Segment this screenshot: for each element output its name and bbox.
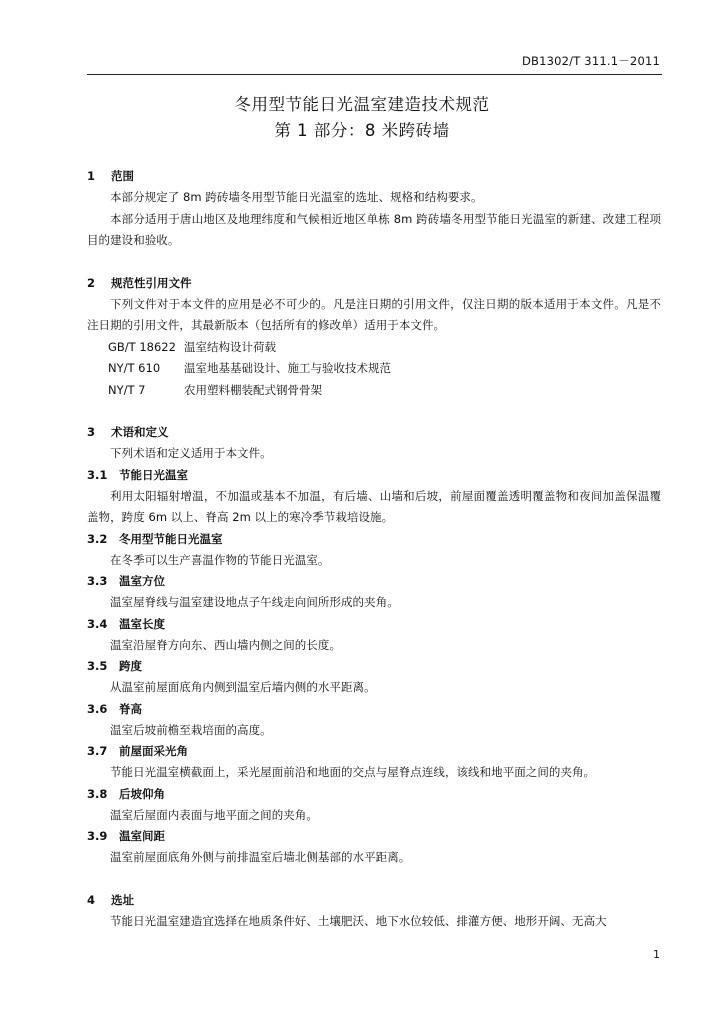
- reference-code: NY/T 7: [108, 382, 146, 397]
- term-number: 3.2: [87, 531, 108, 546]
- term-definition: 温室屋脊线与温室建设地点子午线走向间所形成的夹角。: [110, 595, 399, 609]
- section-heading: [87, 890, 661, 911]
- paragraph: 节能日光温室建造宜选择在地质条件好、土壤肥沃、地下水位较低、排灌方便、地形开阔、无高大: [110, 913, 607, 928]
- reference-name: 温室结构设计荷载: [184, 339, 276, 354]
- section-title: 范围: [111, 169, 135, 183]
- header-divider: [87, 74, 662, 75]
- term-heading: [87, 826, 661, 847]
- term-number: 3.5: [87, 659, 108, 673]
- term-definition: 温室后坡前檐至栽培面的高度。: [110, 722, 272, 737]
- term-heading: [87, 465, 661, 486]
- section-number: 4: [87, 892, 96, 907]
- document-body: [87, 166, 661, 932]
- term-heading: [87, 529, 661, 550]
- reference-item: [87, 358, 661, 380]
- section-normative-references: [87, 273, 661, 402]
- reference-code: NY/T 610: [108, 361, 161, 375]
- term-definition: 温室后屋面内表面与地平面之间的夹角。: [110, 807, 318, 822]
- paragraph: 本部分适用于唐山地区及地理纬度和气候相近地区单栋 8m 跨砖墙冬用型节能日光温室的新建、改建工程项目的建设和验收。: [87, 211, 661, 247]
- paragraph: 本部分规定了 8m 跨砖墙冬用型节能日光温室的选址、规格和结构要求。: [110, 190, 483, 204]
- spacer: [87, 869, 661, 890]
- section-scope: [87, 166, 661, 252]
- term-number: 3.7: [87, 744, 108, 758]
- reference-code: GB/T 18622: [108, 339, 176, 354]
- term-definition: 在冬季可以生产喜温作物的节能日光温室。: [110, 552, 330, 567]
- reference-item: [87, 380, 661, 402]
- standard-code: DB1302/T 311.1－2011: [521, 54, 660, 68]
- paragraph: 下列术语和定义适用于本文件。: [110, 446, 272, 460]
- section-heading: [87, 422, 661, 443]
- section-title: 规范性引用文件: [111, 275, 192, 290]
- spacer: [87, 252, 661, 273]
- term-heading: [87, 784, 661, 805]
- term-number: 3.1: [87, 467, 108, 482]
- term-title: 温室长度: [119, 616, 166, 631]
- term-title: 节能日光温室: [119, 467, 189, 482]
- term-number: 3.3: [87, 574, 108, 588]
- section-terms-definitions: [87, 422, 661, 869]
- term-definition: 从温室前屋面底角内侧到温室后墙内侧的水平距离。: [110, 680, 376, 694]
- term-number: 3.6: [87, 701, 108, 716]
- term-title: 脊高: [119, 701, 143, 716]
- term-definition: 温室前屋面底角外侧与前排温室后墙北侧基部的水平距离。: [110, 850, 411, 864]
- term-heading: [87, 614, 661, 635]
- paragraph: 下列文件对于本文件的应用是必不可少的。凡是注日期的引用文件，仅注日期的版本适用于本文件。凡是不注日期的引用文件，其最新版本（包括所有的修改单）适用于本文件。: [87, 296, 661, 332]
- section-title: 选址: [111, 892, 135, 907]
- term-title: 温室间距: [119, 829, 166, 843]
- section-number: 1: [87, 169, 96, 183]
- term-number: 3.4: [87, 616, 108, 631]
- term-title: 前屋面采光角: [119, 744, 189, 758]
- section-heading: [87, 166, 661, 187]
- section-heading: [87, 273, 661, 294]
- reference-name: 农用塑料棚装配式钢骨骨架: [184, 382, 322, 397]
- term-heading: [87, 699, 661, 720]
- term-heading: [87, 741, 661, 762]
- term-definition: 利用太阳辐射增温，不加温或基本不加温，有后墙、山墙和后坡，前屋面覆盖透明覆盖物和夜间加盖保温覆盖物，跨度 6m 以上、脊高 2m 以上的寒冷季节栽培设施。: [87, 488, 661, 524]
- document-subtitle: 第 1 部分：8 米跨砖墙: [274, 121, 450, 140]
- reference-name: 温室地基基础设计、施工与验收技术规范: [184, 361, 391, 375]
- page-number: 1: [653, 948, 660, 961]
- spacer: [87, 401, 661, 422]
- section-site-selection: [87, 890, 661, 933]
- section-number: 3: [87, 425, 96, 439]
- term-title: 温室方位: [119, 574, 166, 588]
- term-number: 3.8: [87, 786, 108, 801]
- reference-item: [87, 337, 661, 359]
- term-heading: [87, 571, 661, 592]
- term-heading: [87, 656, 661, 677]
- section-title: 术语和定义: [111, 425, 169, 439]
- term-definition: 温室沿屋脊方向东、西山墙内侧之间的长度。: [110, 637, 341, 652]
- term-title: 后坡仰角: [119, 786, 166, 801]
- document-title: 冬用型节能日光温室建造技术规范: [234, 95, 490, 114]
- term-title: 冬用型节能日光温室: [119, 531, 223, 546]
- term-title: 跨度: [119, 659, 143, 673]
- term-number: 3.9: [87, 829, 108, 843]
- section-number: 2: [87, 275, 96, 290]
- term-definition: 节能日光温室横截面上，采光屋面前沿和地面的交点与屋脊点连线，该线和地平面之间的夹角。: [110, 765, 596, 779]
